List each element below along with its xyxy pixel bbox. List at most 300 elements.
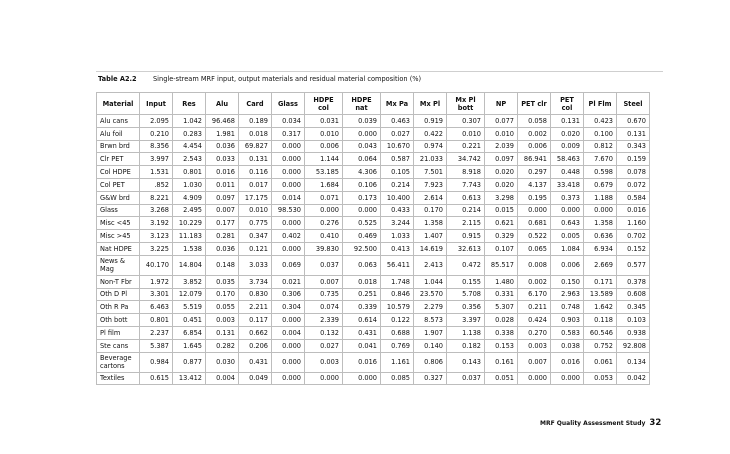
table-cell: 0.583 bbox=[551, 326, 584, 339]
table-cell: 0.525 bbox=[343, 217, 381, 230]
table-row bbox=[97, 275, 650, 288]
table-cell: 0.016 bbox=[343, 352, 381, 372]
table-row bbox=[97, 166, 650, 179]
table-cell: 1.407 bbox=[414, 230, 447, 243]
table-cell: 0.679 bbox=[584, 178, 617, 191]
table-cell: .852 bbox=[140, 178, 173, 191]
table-row bbox=[97, 339, 650, 352]
header-cell: Glass bbox=[272, 93, 305, 115]
table-cell: 0.034 bbox=[272, 115, 305, 128]
table-row bbox=[97, 372, 650, 385]
table-cell: 5.519 bbox=[173, 301, 206, 314]
table-cell: 0.331 bbox=[485, 288, 518, 301]
row-label: Brwn brd bbox=[97, 140, 140, 153]
table-cell: 3.301 bbox=[140, 288, 173, 301]
table-cell: 0.522 bbox=[518, 230, 551, 243]
table-cell: 0.614 bbox=[343, 314, 381, 327]
header-row bbox=[97, 93, 650, 115]
table-cell: 0.020 bbox=[485, 178, 518, 191]
table-cell: 0.021 bbox=[272, 275, 305, 288]
table-cell: 0.000 bbox=[272, 352, 305, 372]
table-cell: 0.615 bbox=[140, 372, 173, 385]
table-row bbox=[97, 191, 650, 204]
table-title: Single-stream MRF input, output materials and residual material composition (%) bbox=[153, 75, 422, 83]
table-cell: 0.051 bbox=[485, 372, 518, 385]
table-cell: 0.003 bbox=[518, 339, 551, 352]
table-cell: 3.192 bbox=[140, 217, 173, 230]
table-cell: 3.225 bbox=[140, 242, 173, 255]
table-cell: 0.281 bbox=[206, 230, 239, 243]
table-cell: 1.042 bbox=[173, 115, 206, 128]
table-cell: 0.431 bbox=[239, 352, 272, 372]
table-row bbox=[97, 230, 650, 243]
table-cell: 0.938 bbox=[617, 326, 650, 339]
table-cell: 10.229 bbox=[173, 217, 206, 230]
table-cell: 0.004 bbox=[206, 372, 239, 385]
header-cell: Mx Pl bbox=[414, 93, 447, 115]
table-cell: 4.909 bbox=[173, 191, 206, 204]
table-cell: 0.830 bbox=[239, 288, 272, 301]
table-cell: 60.546 bbox=[584, 326, 617, 339]
table-cell: 2.543 bbox=[173, 153, 206, 166]
table-cell: 0.000 bbox=[272, 217, 305, 230]
table-cell: 1.033 bbox=[381, 230, 414, 243]
table-cell: 0.000 bbox=[518, 372, 551, 385]
table-cell: 85.517 bbox=[485, 255, 518, 275]
table-row bbox=[97, 314, 650, 327]
table-cell: 3.852 bbox=[173, 275, 206, 288]
table-cell: 0.017 bbox=[239, 178, 272, 191]
table-cell: 0.451 bbox=[173, 314, 206, 327]
table-cell: 6.463 bbox=[140, 301, 173, 314]
header-cell: Res bbox=[173, 93, 206, 115]
table-cell: 0.613 bbox=[447, 191, 485, 204]
table-cell: 0.282 bbox=[206, 339, 239, 352]
table-cell: 0.027 bbox=[381, 127, 414, 140]
table-cell: 0.422 bbox=[414, 127, 447, 140]
table-row bbox=[97, 255, 650, 275]
table-cell: 3.244 bbox=[381, 217, 414, 230]
table-cell: 0.327 bbox=[414, 372, 447, 385]
table-cell: 0.131 bbox=[206, 326, 239, 339]
table-cell: 0.702 bbox=[617, 230, 650, 243]
table-cell: 0.621 bbox=[485, 217, 518, 230]
table-cell: 0.006 bbox=[305, 140, 343, 153]
table-cell: 0.472 bbox=[447, 255, 485, 275]
table-cell: 0.078 bbox=[617, 166, 650, 179]
table-cell: 0.074 bbox=[305, 301, 343, 314]
table-cell: 0.173 bbox=[343, 191, 381, 204]
table-cell: 0.106 bbox=[343, 178, 381, 191]
table-cell: 0.118 bbox=[584, 314, 617, 327]
table-cell: 0.064 bbox=[343, 153, 381, 166]
table-row bbox=[97, 288, 650, 301]
table-cell: 0.801 bbox=[140, 314, 173, 327]
table-cell: 12.079 bbox=[173, 288, 206, 301]
table-row bbox=[97, 352, 650, 372]
table-cell: 1.972 bbox=[140, 275, 173, 288]
table-row bbox=[97, 326, 650, 339]
table-cell: 5.307 bbox=[485, 301, 518, 314]
table-cell: 1.358 bbox=[584, 217, 617, 230]
table-cell: 0.000 bbox=[343, 372, 381, 385]
table-cell: 3.397 bbox=[447, 314, 485, 327]
table-cell: 0.036 bbox=[206, 242, 239, 255]
table-row bbox=[97, 115, 650, 128]
table-caption bbox=[98, 75, 421, 83]
row-label: Ste cans bbox=[97, 339, 140, 352]
table-cell: 0.058 bbox=[518, 115, 551, 128]
table-cell: 5.387 bbox=[140, 339, 173, 352]
table-cell: 0.270 bbox=[518, 326, 551, 339]
table-cell: 0.018 bbox=[343, 275, 381, 288]
table-cell: 0.152 bbox=[617, 242, 650, 255]
table-cell: 8.573 bbox=[414, 314, 447, 327]
table-cell: 7.923 bbox=[414, 178, 447, 191]
table-cell: 0.670 bbox=[617, 115, 650, 128]
table-cell: 3.268 bbox=[140, 204, 173, 217]
table-cell: 0.097 bbox=[206, 191, 239, 204]
table-cell: 3.734 bbox=[239, 275, 272, 288]
table-row bbox=[97, 217, 650, 230]
table-cell: 1.531 bbox=[140, 166, 173, 179]
table-cell: 0.214 bbox=[447, 204, 485, 217]
table-cell: 0.469 bbox=[343, 230, 381, 243]
header-cell: Material bbox=[97, 93, 140, 115]
table-cell: 0.002 bbox=[518, 275, 551, 288]
top-rule bbox=[96, 71, 663, 72]
table-row bbox=[97, 204, 650, 217]
table-cell: 2.039 bbox=[485, 140, 518, 153]
table-cell: 0.007 bbox=[305, 275, 343, 288]
table-cell: 33.418 bbox=[551, 178, 584, 191]
table-cell: 0.343 bbox=[617, 140, 650, 153]
header-cell: Input bbox=[140, 93, 173, 115]
table-cell: 0.598 bbox=[584, 166, 617, 179]
header-cell: Pl Flm bbox=[584, 93, 617, 115]
table-cell: 0.801 bbox=[173, 166, 206, 179]
table-cell: 0.041 bbox=[343, 339, 381, 352]
table-cell: 0.049 bbox=[239, 372, 272, 385]
table-cell: 2.339 bbox=[305, 314, 343, 327]
table-cell: 0.000 bbox=[343, 127, 381, 140]
table-cell: 0.251 bbox=[343, 288, 381, 301]
table-cell: 0.131 bbox=[617, 127, 650, 140]
table-cell: 0.177 bbox=[206, 217, 239, 230]
table-cell: 0.431 bbox=[343, 326, 381, 339]
table-cell: 0.028 bbox=[485, 314, 518, 327]
table-row bbox=[97, 153, 650, 166]
table-cell: 0.877 bbox=[173, 352, 206, 372]
table-cell: 0.306 bbox=[272, 288, 305, 301]
table-cell: 17.175 bbox=[239, 191, 272, 204]
table-cell: 2.279 bbox=[414, 301, 447, 314]
table-cell: 0.423 bbox=[584, 115, 617, 128]
table-cell: 4.306 bbox=[343, 166, 381, 179]
table-cell: 6.934 bbox=[584, 242, 617, 255]
table-cell: 0.116 bbox=[239, 166, 272, 179]
table-cell: 0.002 bbox=[518, 127, 551, 140]
row-label: Glass bbox=[97, 204, 140, 217]
table-cell: 0.000 bbox=[272, 339, 305, 352]
table-cell: 1.645 bbox=[173, 339, 206, 352]
composition-table bbox=[96, 92, 650, 385]
table-cell: 0.016 bbox=[617, 204, 650, 217]
table-cell: 0.681 bbox=[518, 217, 551, 230]
table-cell: 0.000 bbox=[551, 372, 584, 385]
table-cell: 2.669 bbox=[584, 255, 617, 275]
table-row bbox=[97, 127, 650, 140]
header-cell: Steel bbox=[617, 93, 650, 115]
table-cell: 0.035 bbox=[206, 275, 239, 288]
row-label: Clr PET bbox=[97, 153, 140, 166]
table-cell: 6.170 bbox=[518, 288, 551, 301]
table-cell: 0.735 bbox=[305, 288, 343, 301]
table-cell: 0.356 bbox=[447, 301, 485, 314]
table-cell: 3.997 bbox=[140, 153, 173, 166]
table-cell: 1.161 bbox=[381, 352, 414, 372]
table-cell: 1.981 bbox=[206, 127, 239, 140]
table-cell: 4.454 bbox=[173, 140, 206, 153]
table-cell: 0.037 bbox=[447, 372, 485, 385]
table-cell: 39.830 bbox=[305, 242, 343, 255]
table-cell: 0.150 bbox=[551, 275, 584, 288]
table-cell: 0.053 bbox=[584, 372, 617, 385]
table-cell: 0.214 bbox=[381, 178, 414, 191]
table-cell: 0.000 bbox=[272, 140, 305, 153]
table-cell: 0.117 bbox=[239, 314, 272, 327]
table-cell: 7.501 bbox=[414, 166, 447, 179]
table-cell: 0.304 bbox=[272, 301, 305, 314]
row-label: Beverage cartons bbox=[97, 352, 140, 372]
table-cell: 0.584 bbox=[617, 191, 650, 204]
table-cell: 0.010 bbox=[485, 127, 518, 140]
table-cell: 21.033 bbox=[414, 153, 447, 166]
table-cell: 0.000 bbox=[272, 153, 305, 166]
row-label: Textiles bbox=[97, 372, 140, 385]
row-label: Nat HDPE bbox=[97, 242, 140, 255]
table-cell: 2.614 bbox=[414, 191, 447, 204]
table-cell: 0.000 bbox=[305, 204, 343, 217]
row-label: Misc >45 bbox=[97, 230, 140, 243]
table-cell: 0.131 bbox=[239, 153, 272, 166]
header-cell: HDPE col bbox=[305, 93, 343, 115]
table-cell: 2.413 bbox=[414, 255, 447, 275]
table-cell: 14.619 bbox=[414, 242, 447, 255]
table-cell: 34.742 bbox=[447, 153, 485, 166]
table-cell: 0.345 bbox=[617, 301, 650, 314]
table-cell: 0.103 bbox=[617, 314, 650, 327]
header-cell: PET col bbox=[551, 93, 584, 115]
table-cell: 0.005 bbox=[551, 230, 584, 243]
table-cell: 0.410 bbox=[305, 230, 343, 243]
table-cell: 0.297 bbox=[518, 166, 551, 179]
table-cell: 1.907 bbox=[414, 326, 447, 339]
table-cell: 0.424 bbox=[518, 314, 551, 327]
table-cell: 3.298 bbox=[485, 191, 518, 204]
table-cell: 0.636 bbox=[584, 230, 617, 243]
row-label: Col PET bbox=[97, 178, 140, 191]
table-cell: 8.918 bbox=[447, 166, 485, 179]
table-cell: 0.662 bbox=[239, 326, 272, 339]
table-cell: 0.007 bbox=[518, 352, 551, 372]
table-cell: 0.307 bbox=[447, 115, 485, 128]
table-cell: 86.941 bbox=[518, 153, 551, 166]
row-label: G&W brd bbox=[97, 191, 140, 204]
table-cell: 0.984 bbox=[140, 352, 173, 372]
table-cell: 8.356 bbox=[140, 140, 173, 153]
table-cell: 0.036 bbox=[206, 140, 239, 153]
table-cell: 4.137 bbox=[518, 178, 551, 191]
table-cell: 96.468 bbox=[206, 115, 239, 128]
table-cell: 0.413 bbox=[381, 242, 414, 255]
table-cell: 0.105 bbox=[381, 166, 414, 179]
table-cell: 0.643 bbox=[551, 217, 584, 230]
row-label: Pl film bbox=[97, 326, 140, 339]
table-row bbox=[97, 178, 650, 191]
table-cell: 10.400 bbox=[381, 191, 414, 204]
table-cell: 0.039 bbox=[343, 115, 381, 128]
table-cell: 0.020 bbox=[485, 166, 518, 179]
table-body bbox=[97, 115, 650, 385]
table-cell: 0.140 bbox=[414, 339, 447, 352]
table-cell: 2.095 bbox=[140, 115, 173, 128]
table-cell: 13.589 bbox=[584, 288, 617, 301]
table-cell: 1.030 bbox=[173, 178, 206, 191]
table-cell: 0.587 bbox=[381, 153, 414, 166]
table-cell: 0.378 bbox=[617, 275, 650, 288]
table-cell: 1.480 bbox=[485, 275, 518, 288]
table-cell: 0.000 bbox=[518, 204, 551, 217]
table-cell: 0.846 bbox=[381, 288, 414, 301]
header-cell: Mx Pa bbox=[381, 93, 414, 115]
table-cell: 1.358 bbox=[414, 217, 447, 230]
row-label: Alu foil bbox=[97, 127, 140, 140]
table-cell: 0.153 bbox=[485, 339, 518, 352]
table-cell: 11.183 bbox=[173, 230, 206, 243]
table-cell: 32.613 bbox=[447, 242, 485, 255]
row-label: Misc <45 bbox=[97, 217, 140, 230]
table-cell: 0.189 bbox=[239, 115, 272, 128]
table-cell: 0.131 bbox=[551, 115, 584, 128]
table-cell: 0.016 bbox=[206, 166, 239, 179]
table-cell: 1.084 bbox=[551, 242, 584, 255]
table-cell: 0.011 bbox=[206, 178, 239, 191]
table-cell: 0.000 bbox=[551, 204, 584, 217]
table-cell: 0.003 bbox=[305, 352, 343, 372]
table-cell: 0.061 bbox=[584, 352, 617, 372]
table-cell: 0.161 bbox=[485, 352, 518, 372]
footer-title: MRF Quality Assessment Study bbox=[540, 420, 646, 427]
table-cell: 0.433 bbox=[381, 204, 414, 217]
table-cell: 2.963 bbox=[551, 288, 584, 301]
table-cell: 13.412 bbox=[173, 372, 206, 385]
table-cell: 1.748 bbox=[381, 275, 414, 288]
table-cell: 0.100 bbox=[584, 127, 617, 140]
table-cell: 0.329 bbox=[485, 230, 518, 243]
table-cell: 1.642 bbox=[584, 301, 617, 314]
table-cell: 0.063 bbox=[343, 255, 381, 275]
table-cell: 0.000 bbox=[272, 242, 305, 255]
row-label: Oth D Pl bbox=[97, 288, 140, 301]
page-footer bbox=[540, 418, 661, 428]
table-cell: 10.670 bbox=[381, 140, 414, 153]
table-cell: 0.010 bbox=[447, 127, 485, 140]
table-cell: 1.160 bbox=[617, 217, 650, 230]
table-cell: 0.031 bbox=[305, 115, 343, 128]
table-cell: 10.579 bbox=[381, 301, 414, 314]
table-row bbox=[97, 301, 650, 314]
table-cell: 0.283 bbox=[173, 127, 206, 140]
table-cell: 7.743 bbox=[447, 178, 485, 191]
table-cell: 6.854 bbox=[173, 326, 206, 339]
table-cell: 0.448 bbox=[551, 166, 584, 179]
table-cell: 0.317 bbox=[272, 127, 305, 140]
table-cell: 1.138 bbox=[447, 326, 485, 339]
table-cell: 69.827 bbox=[239, 140, 272, 153]
table-row bbox=[97, 140, 650, 153]
table-cell: 0.014 bbox=[272, 191, 305, 204]
table-cell: 0.121 bbox=[239, 242, 272, 255]
table-cell: 0.974 bbox=[414, 140, 447, 153]
header-cell: PET clr bbox=[518, 93, 551, 115]
table-cell: 0.010 bbox=[305, 127, 343, 140]
table-cell: 1.188 bbox=[584, 191, 617, 204]
table-cell: 0.373 bbox=[551, 191, 584, 204]
table-cell: 0.003 bbox=[206, 314, 239, 327]
table-cell: 0.769 bbox=[381, 339, 414, 352]
table-cell: 0.752 bbox=[584, 339, 617, 352]
table-cell: 0.069 bbox=[272, 255, 305, 275]
table-cell: 0.206 bbox=[239, 339, 272, 352]
table-cell: 7.670 bbox=[584, 153, 617, 166]
table-cell: 0.042 bbox=[617, 372, 650, 385]
table-cell: 0.688 bbox=[381, 326, 414, 339]
row-label: Alu cans bbox=[97, 115, 140, 128]
table-cell: 3.123 bbox=[140, 230, 173, 243]
table-cell: 0.016 bbox=[551, 352, 584, 372]
table-cell: 1.144 bbox=[305, 153, 343, 166]
table-cell: 0.122 bbox=[381, 314, 414, 327]
table-cell: 0.077 bbox=[485, 115, 518, 128]
table-cell: 8.221 bbox=[140, 191, 173, 204]
table-cell: 0.276 bbox=[305, 217, 343, 230]
header-cell: NP bbox=[485, 93, 518, 115]
table-cell: 0.608 bbox=[617, 288, 650, 301]
table-cell: 0.143 bbox=[447, 352, 485, 372]
table-cell: 0.748 bbox=[551, 301, 584, 314]
table-cell: 0.148 bbox=[206, 255, 239, 275]
table-cell: 14.804 bbox=[173, 255, 206, 275]
page-number: 32 bbox=[649, 418, 662, 428]
table-cell: 0.134 bbox=[617, 352, 650, 372]
table-cell: 0.000 bbox=[584, 204, 617, 217]
table-cell: 0.009 bbox=[551, 140, 584, 153]
header-cell: Alu bbox=[206, 93, 239, 115]
table-cell: 3.033 bbox=[239, 255, 272, 275]
table-cell: 0.132 bbox=[305, 326, 343, 339]
table-cell: 0.182 bbox=[447, 339, 485, 352]
table-cell: 0.043 bbox=[343, 140, 381, 153]
table-cell: 0.000 bbox=[272, 314, 305, 327]
table-cell: 0.195 bbox=[518, 191, 551, 204]
table-cell: 0.033 bbox=[206, 153, 239, 166]
table-cell: 0.812 bbox=[584, 140, 617, 153]
table-cell: 0.007 bbox=[206, 204, 239, 217]
table-cell: 0.919 bbox=[414, 115, 447, 128]
table-cell: 0.463 bbox=[381, 115, 414, 128]
table-cell: 0.155 bbox=[447, 275, 485, 288]
